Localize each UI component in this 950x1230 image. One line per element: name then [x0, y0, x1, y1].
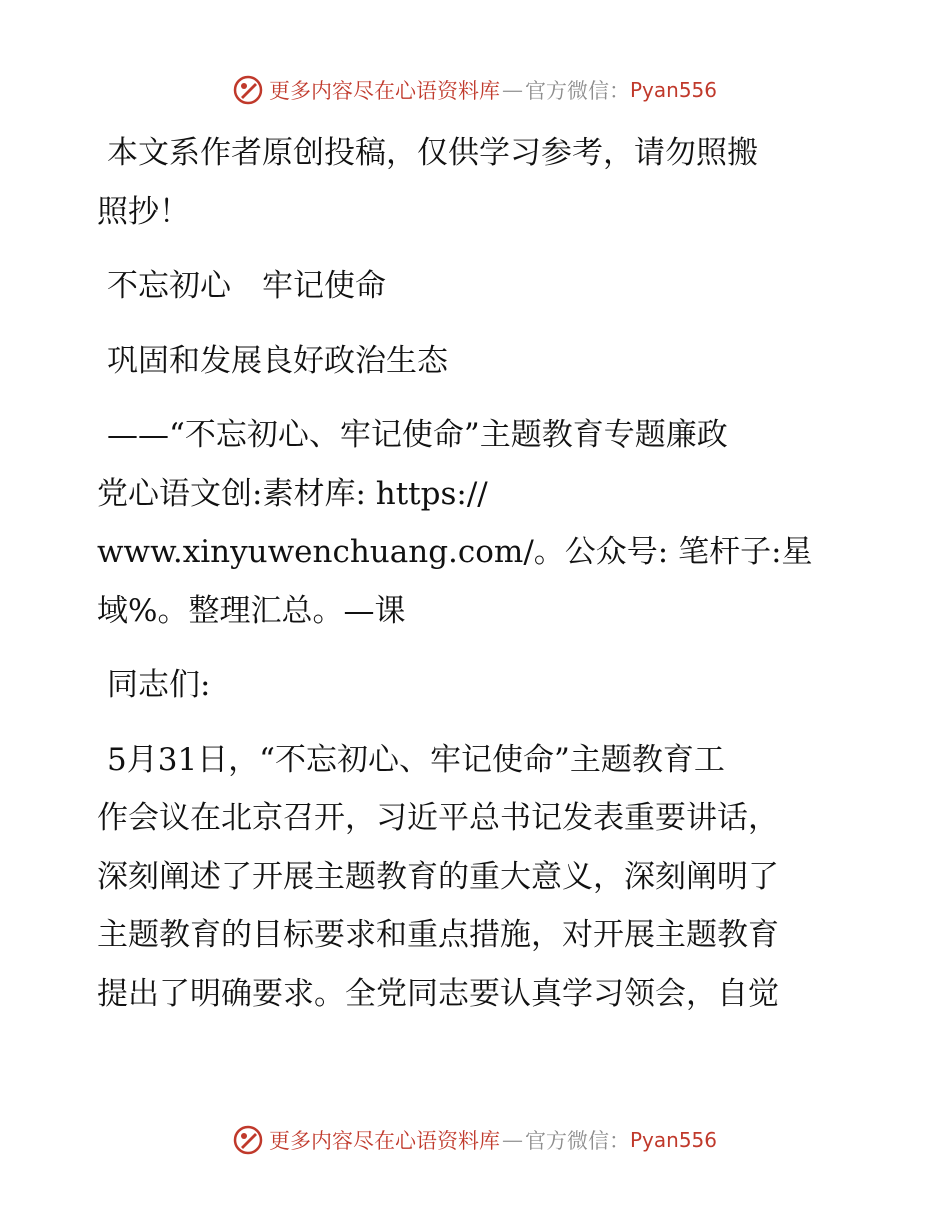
banner-dash: — [501, 1128, 523, 1152]
body-line: 提出了明确要求。全党同志要认真学习领会，自觉 [97, 975, 779, 1012]
body-line: 5月31日，“不忘初心、牢记使命”主题教育工 [107, 741, 725, 778]
notice-line: 本文系作者原创投稿，仅供学习参考，请勿照搬 [107, 135, 758, 171]
banner-dash: — [501, 78, 523, 102]
subtitle-paragraph [97, 406, 857, 640]
document-body [97, 124, 857, 1039]
notice-paragraph [97, 124, 857, 241]
body-line: 深刻阐述了开展主题教育的重大意义，深刻阐明了 [97, 858, 779, 895]
banner-wechat-id: Pyan556 [629, 1128, 717, 1152]
title-1 [97, 257, 857, 316]
salutation-text: 同志们: [107, 667, 211, 703]
footer-banner [0, 1120, 950, 1160]
body-paragraph [97, 731, 857, 1024]
salutation [97, 656, 857, 715]
title-2-text: 巩固和发展良好政治生态 [107, 342, 448, 379]
banner-official-label: 官方微信： [524, 79, 630, 103]
subtitle-line: www.xinyuwenchuang.com/。公众号: 笔杆子:星 [97, 534, 813, 570]
quill-seal-icon [233, 75, 263, 105]
subtitle-line: 域%。整理汇总。—课 [97, 592, 406, 629]
body-line: 主题教育的目标要求和重点措施，对开展主题教育 [97, 917, 779, 953]
body-line: 作会议在北京召开，习近平总书记发表重要讲话， [97, 800, 779, 836]
title-1-text: 不忘初心 牢记使命 [107, 268, 386, 304]
banner-brand-text: 更多内容尽在心语资料库 [268, 79, 500, 103]
subtitle-line: ——“不忘初心、牢记使命”主题教育专题廉政 [107, 417, 728, 453]
banner-brand-text: 更多内容尽在心语资料库 [268, 1129, 500, 1153]
header-banner [0, 70, 950, 110]
notice-line: 照抄！ [97, 193, 190, 230]
subtitle-line: 党心语文创:素材库: https:// [97, 475, 488, 512]
title-2 [97, 332, 857, 391]
banner-wechat-id: Pyan556 [629, 78, 717, 102]
banner-official-label: 官方微信： [524, 1129, 630, 1153]
quill-seal-icon [233, 1125, 263, 1155]
